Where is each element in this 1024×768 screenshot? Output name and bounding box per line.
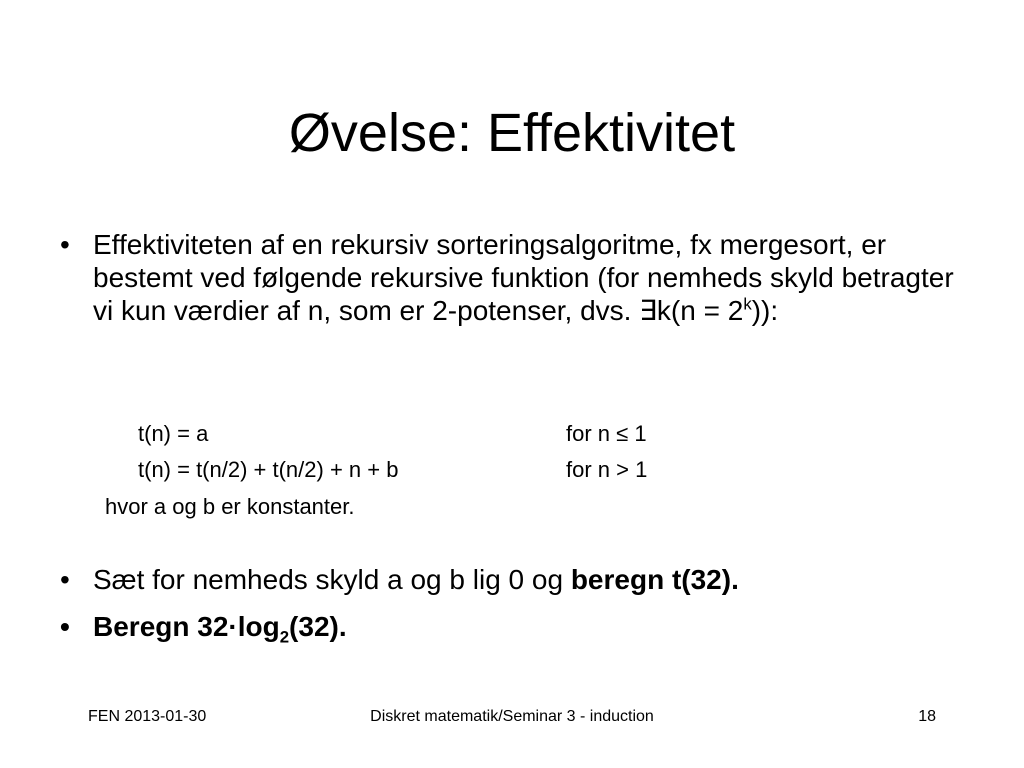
footer-course-title: Diskret matematik/Seminar 3 - induction [370,708,654,725]
slide-title: Øvelse: Effektivitet [288,103,736,163]
bullet-marker: • [60,564,70,595]
bullet-text-end: )): [751,295,779,326]
bullet-text-post: (32). [289,611,347,642]
formula-base-case: t(n) = a [138,421,209,446]
log-base-subscript: 2 [279,627,290,647]
formula-base-case-condition: for n ≤ 1 [566,421,647,446]
constants-note: hvor a og b er konstanter. [105,494,355,519]
bullet-text [93,563,960,596]
bullet-compute-t32 [60,563,960,596]
bullet-text-pre: Beregn 32·log [93,611,280,642]
bullet-text [93,228,960,327]
footer-page-number: 18 [918,708,936,725]
formula-recursive-case: t(n) = t(n/2) + t(n/2) + n + b [138,457,399,482]
bullet-text [93,610,960,647]
exponent-k: k [743,294,752,314]
formula-recursive-case-condition: for n > 1 [566,457,648,482]
bullet-compute-log [60,610,960,647]
bullet-text-plain: Sæt for nemheds skyld a og b lig 0 og [93,564,571,595]
bullet-marker: • [60,611,70,642]
bullet-efficiency-description [60,228,960,327]
footer-date: FEN 2013-01-30 [88,708,207,725]
bullet-text-bold: beregn t(32). [570,564,739,595]
bullet-text-main: Effektiviteten af en rekursiv sorteringsalgoritme, fx mergesort, er bestemt ved følgende rekursive funktion (for nemheds skyld betragter vi kun værdier af n, som er 2-potenser, dvs. ∃k(n = 2 [93,229,954,326]
bullet-marker: • [60,229,70,260]
